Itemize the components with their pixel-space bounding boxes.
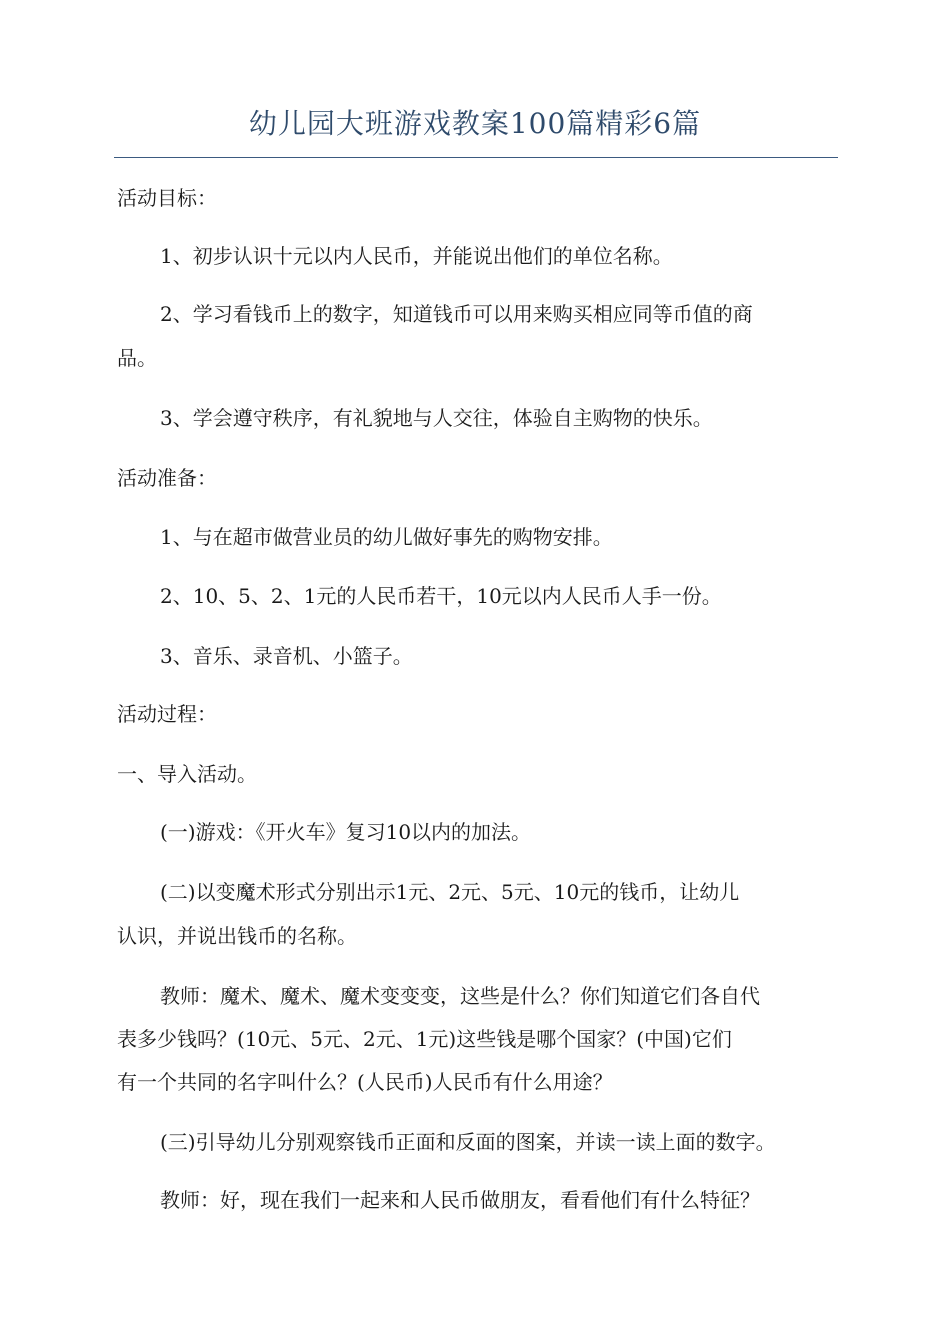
paragraph-line: (一)游戏：《开火车》复习10以内的加法。 — [160, 820, 532, 844]
paragraph-line: 1、初步认识十元以内人民币，并能说出他们的单位名称。 — [160, 244, 673, 268]
section-heading-goals: 活动目标： — [117, 186, 217, 210]
section-heading-preparation: 活动准备： — [117, 466, 217, 490]
document-title: 幼儿园大班游戏教案100篇精彩6篇 — [248, 107, 702, 140]
paragraph-line: 教师：好，现在我们一起来和人民币做朋友，看看他们有什么特征？ — [160, 1188, 760, 1212]
paragraph-line: (三)引导幼儿分别观察钱币正面和反面的图案，并读一读上面的数字。 — [160, 1130, 776, 1154]
paragraph-line: (二)以变魔术形式分别出示1元、2元、5元、10元的钱币，让幼儿 — [160, 880, 740, 904]
paragraph-line: 一、导入活动。 — [117, 762, 257, 786]
paragraph-line: 3、学会遵守秩序，有礼貌地与人交往，体验自主购物的快乐。 — [160, 406, 713, 430]
section-heading-process: 活动过程： — [117, 702, 217, 726]
paragraph-line: 1、与在超市做营业员的幼儿做好事先的购物安排。 — [160, 525, 613, 549]
paragraph-line: 有一个共同的名字叫什么？(人民币)人民币有什么用途？ — [117, 1070, 613, 1094]
paragraph-line: 表多少钱吗？(10元、5元、2元、1元)这些钱是哪个国家？(中国)它们 — [117, 1027, 732, 1051]
title-divider — [114, 157, 838, 158]
paragraph-line: 认识，并说出钱币的名称。 — [117, 924, 357, 948]
paragraph-line: 2、学习看钱币上的数字，知道钱币可以用来购买相应同等币值的商 — [160, 302, 753, 326]
paragraph-line: 3、音乐、录音机、小篮子。 — [160, 644, 413, 668]
paragraph-line: 品。 — [117, 346, 157, 370]
paragraph-line: 教师：魔术、魔术、魔术变变变，这些是什么？你们知道它们各自代 — [160, 984, 760, 1008]
paragraph-line: 2、10、5、2、1元的人民币若干，10元以内人民币人手一份。 — [160, 584, 722, 608]
